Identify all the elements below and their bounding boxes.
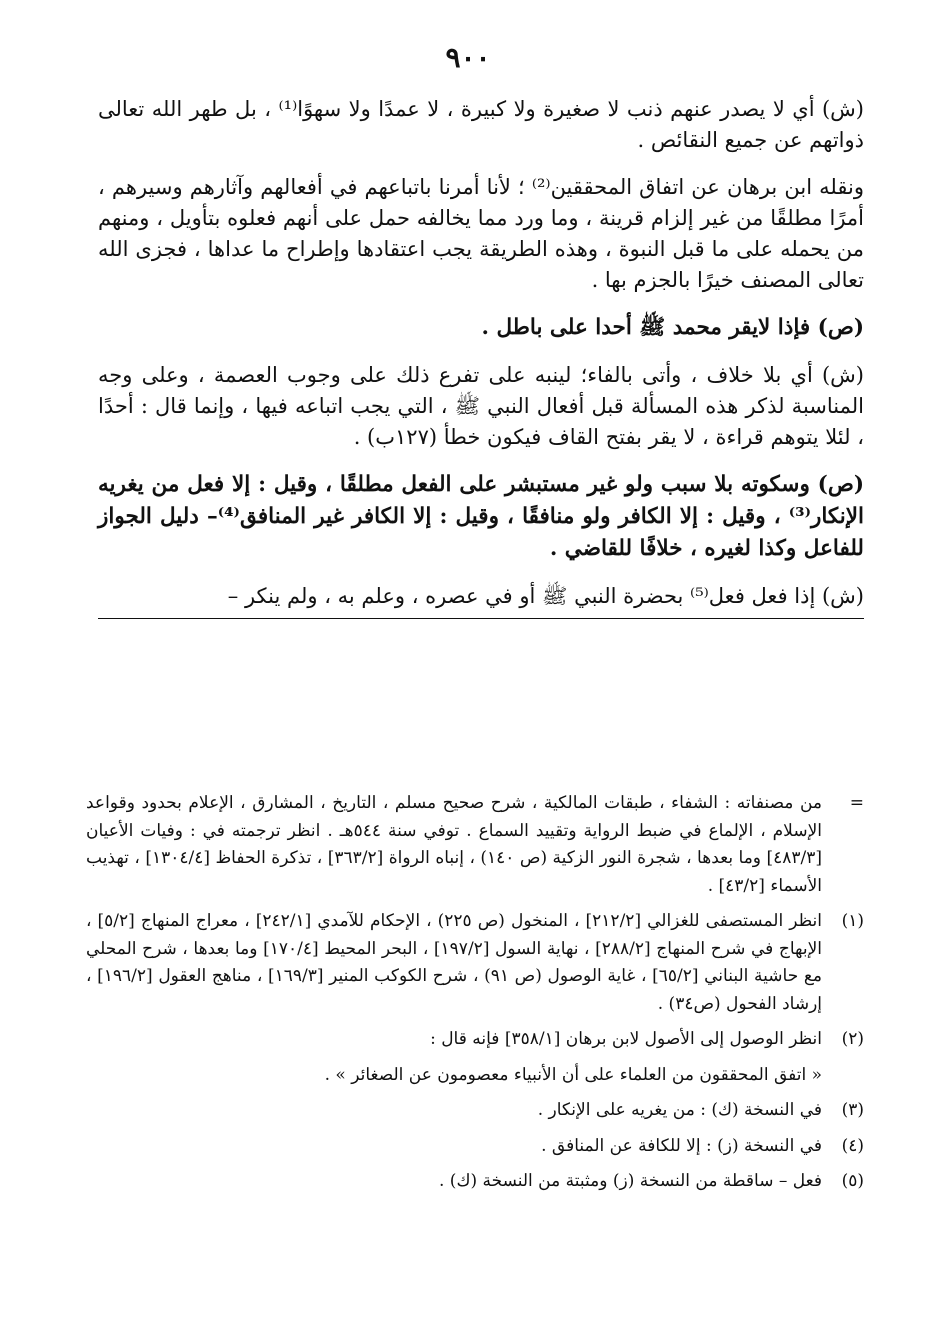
page-number: ٩٠٠ — [445, 41, 491, 74]
paragraph-commentary-3: (ش) أي بلا خلاف ، وأتى بالفاء؛ لينبه على تفرع ذلك على وجوب العصمة ، وعلى وجه المناسبة لذكر هذه المسألة قبل أفعال النبي ﷺ ، التي يجب اتباعه فيها ، وإنما قال : أحدًا ، لئلا يتوهم قراءة ، لا يقر بفتح القاف فيكون خطأ (١٢٧ب) . — [98, 363, 864, 449]
footnote-mark: (٤) — [841, 1135, 864, 1156]
paragraph-commentary-2: ونقله ابن برهان عن اتفاق المحققين⁽²⁾ ؛ لأنا أمرنا باتباعهم في أفعالهم وآثارهم وسيرهم ، أمرًا مطلقًا من غير إلزام قرينة ، وما ورد مما يخالفه حمل على أنهم فعلوه بتأويل ، ومنهم من يحمله على ما قبل النبوة ، وهذه الطريقة يجب اعتقادها وإطراح ما عداها ، فجزى الله تعالى المصنف خيرًا بالجزم بها . — [98, 175, 864, 292]
footnote-mark: (٢) — [841, 1029, 864, 1049]
footnote-mark: (١) — [841, 911, 864, 931]
footnote-2 — [86, 1026, 864, 1054]
footnote-text: في النسخة (ك) : من يغريه على الإنكار . — [537, 1100, 822, 1120]
footnotes — [86, 790, 864, 1204]
paragraph-commentary-4: (ش) إذا فعل فعل⁽⁵⁾ بحضرة النبي ﷺ أو في عصره ، وعلم به ، ولم ينكر – — [98, 581, 864, 619]
footnote-mark: = — [849, 793, 864, 813]
paragraph-text-2: (ص) وسكوته بلا سبب ولو غير مستبشر على الفعل مطلقًا ، وقيل : إلا فعل من يغريه الإنكار⁽³⁾ ، وقيل : إلا الكافر ولو منافقًا ، وقيل : إلا الكافر غير المنافق⁽⁴⁾– دليل الجواز للفاعل وكذا لغيره ، خلافًا للقاضي . — [98, 472, 864, 561]
footnote-continued — [86, 790, 864, 900]
footnote-mark: (٥) — [841, 1171, 864, 1191]
paragraph-text-1: (ص) فإذا لايقر محمد ﷺ أحدا على باطل . — [481, 315, 864, 340]
footnote-text: فعل – ساقطة من النسخة (ز) ومثبتة من النسخة (ك) . — [439, 1171, 822, 1191]
footnote-text: من مصنفاته : الشفاء ، طبقات المالكية ، شرح صحيح مسلم ، التاريخ ، المشارق ، الإعلام بحدود وقواعد الإسلام ، الإلماع في ضبط الرواية وتقييد السماع . توفي سنة ٥٤٤هـ . انظر ترجمته في : وفيات الأعيان [٤٨٣/٣] وما بعدها ، شجرة النور الزكية (ص ١٤٠) ، إنباه الرواة [٣٦٣/٢] ، تذكرة الحفاظ [١٣٠٤/٤] ، تهذيب الأسماء [٤٣/٢] . — [86, 793, 823, 896]
main-text — [98, 94, 864, 619]
footnote-text: انظر المستصفى للغزالي [٢١٢/٢] ، المنخول (ص ٢٢٥) ، الإحكام للآمدي [٢٤٢/١] ، معراج المنهاج [٥/٢] ، الإبهاج في شرح المنهاج [٢٨٨/٢] ، نهاية السول [١٩٧/٢] ، البحر المحيط [١٧٠/٤] وما بعدها ، شرح المحلي مع حاشية البناني [٦٥/٢] ، غاية الوصول (ص ٩١) ، شرح الكوكب المنير [١٦٩/٣] ، مناهج العقول [١٩٦/٢] ، إرشاد الفحول (ص٣٤) . — [86, 911, 823, 1014]
footnote-2-quote: « اتفق المحققون من العلماء على أن الأنبياء معصومون عن الصغائر » . — [324, 1064, 822, 1085]
footnote-3 — [86, 1097, 864, 1125]
footnote-text: انظر الوصول إلى الأصول لابن برهان [٣٥٨/١] فإنه قال : — [430, 1029, 822, 1049]
paragraph-commentary-1: (ش) أي لا يصدر عنهم ذنب لا صغيرة ولا كبيرة ، لا عمدًا ولا سهوًا⁽¹⁾ ، بل طهر الله تعالى ذواتهم عن جميع النقائص . — [98, 97, 865, 152]
footnote-4 — [86, 1133, 864, 1161]
footnote-mark: (٣) — [841, 1100, 864, 1120]
footnote-5 — [86, 1168, 864, 1196]
footnote-text: في النسخة (ز) : إلا للكافة عن المنافق . — [541, 1135, 822, 1156]
footnote-1 — [86, 908, 864, 1018]
